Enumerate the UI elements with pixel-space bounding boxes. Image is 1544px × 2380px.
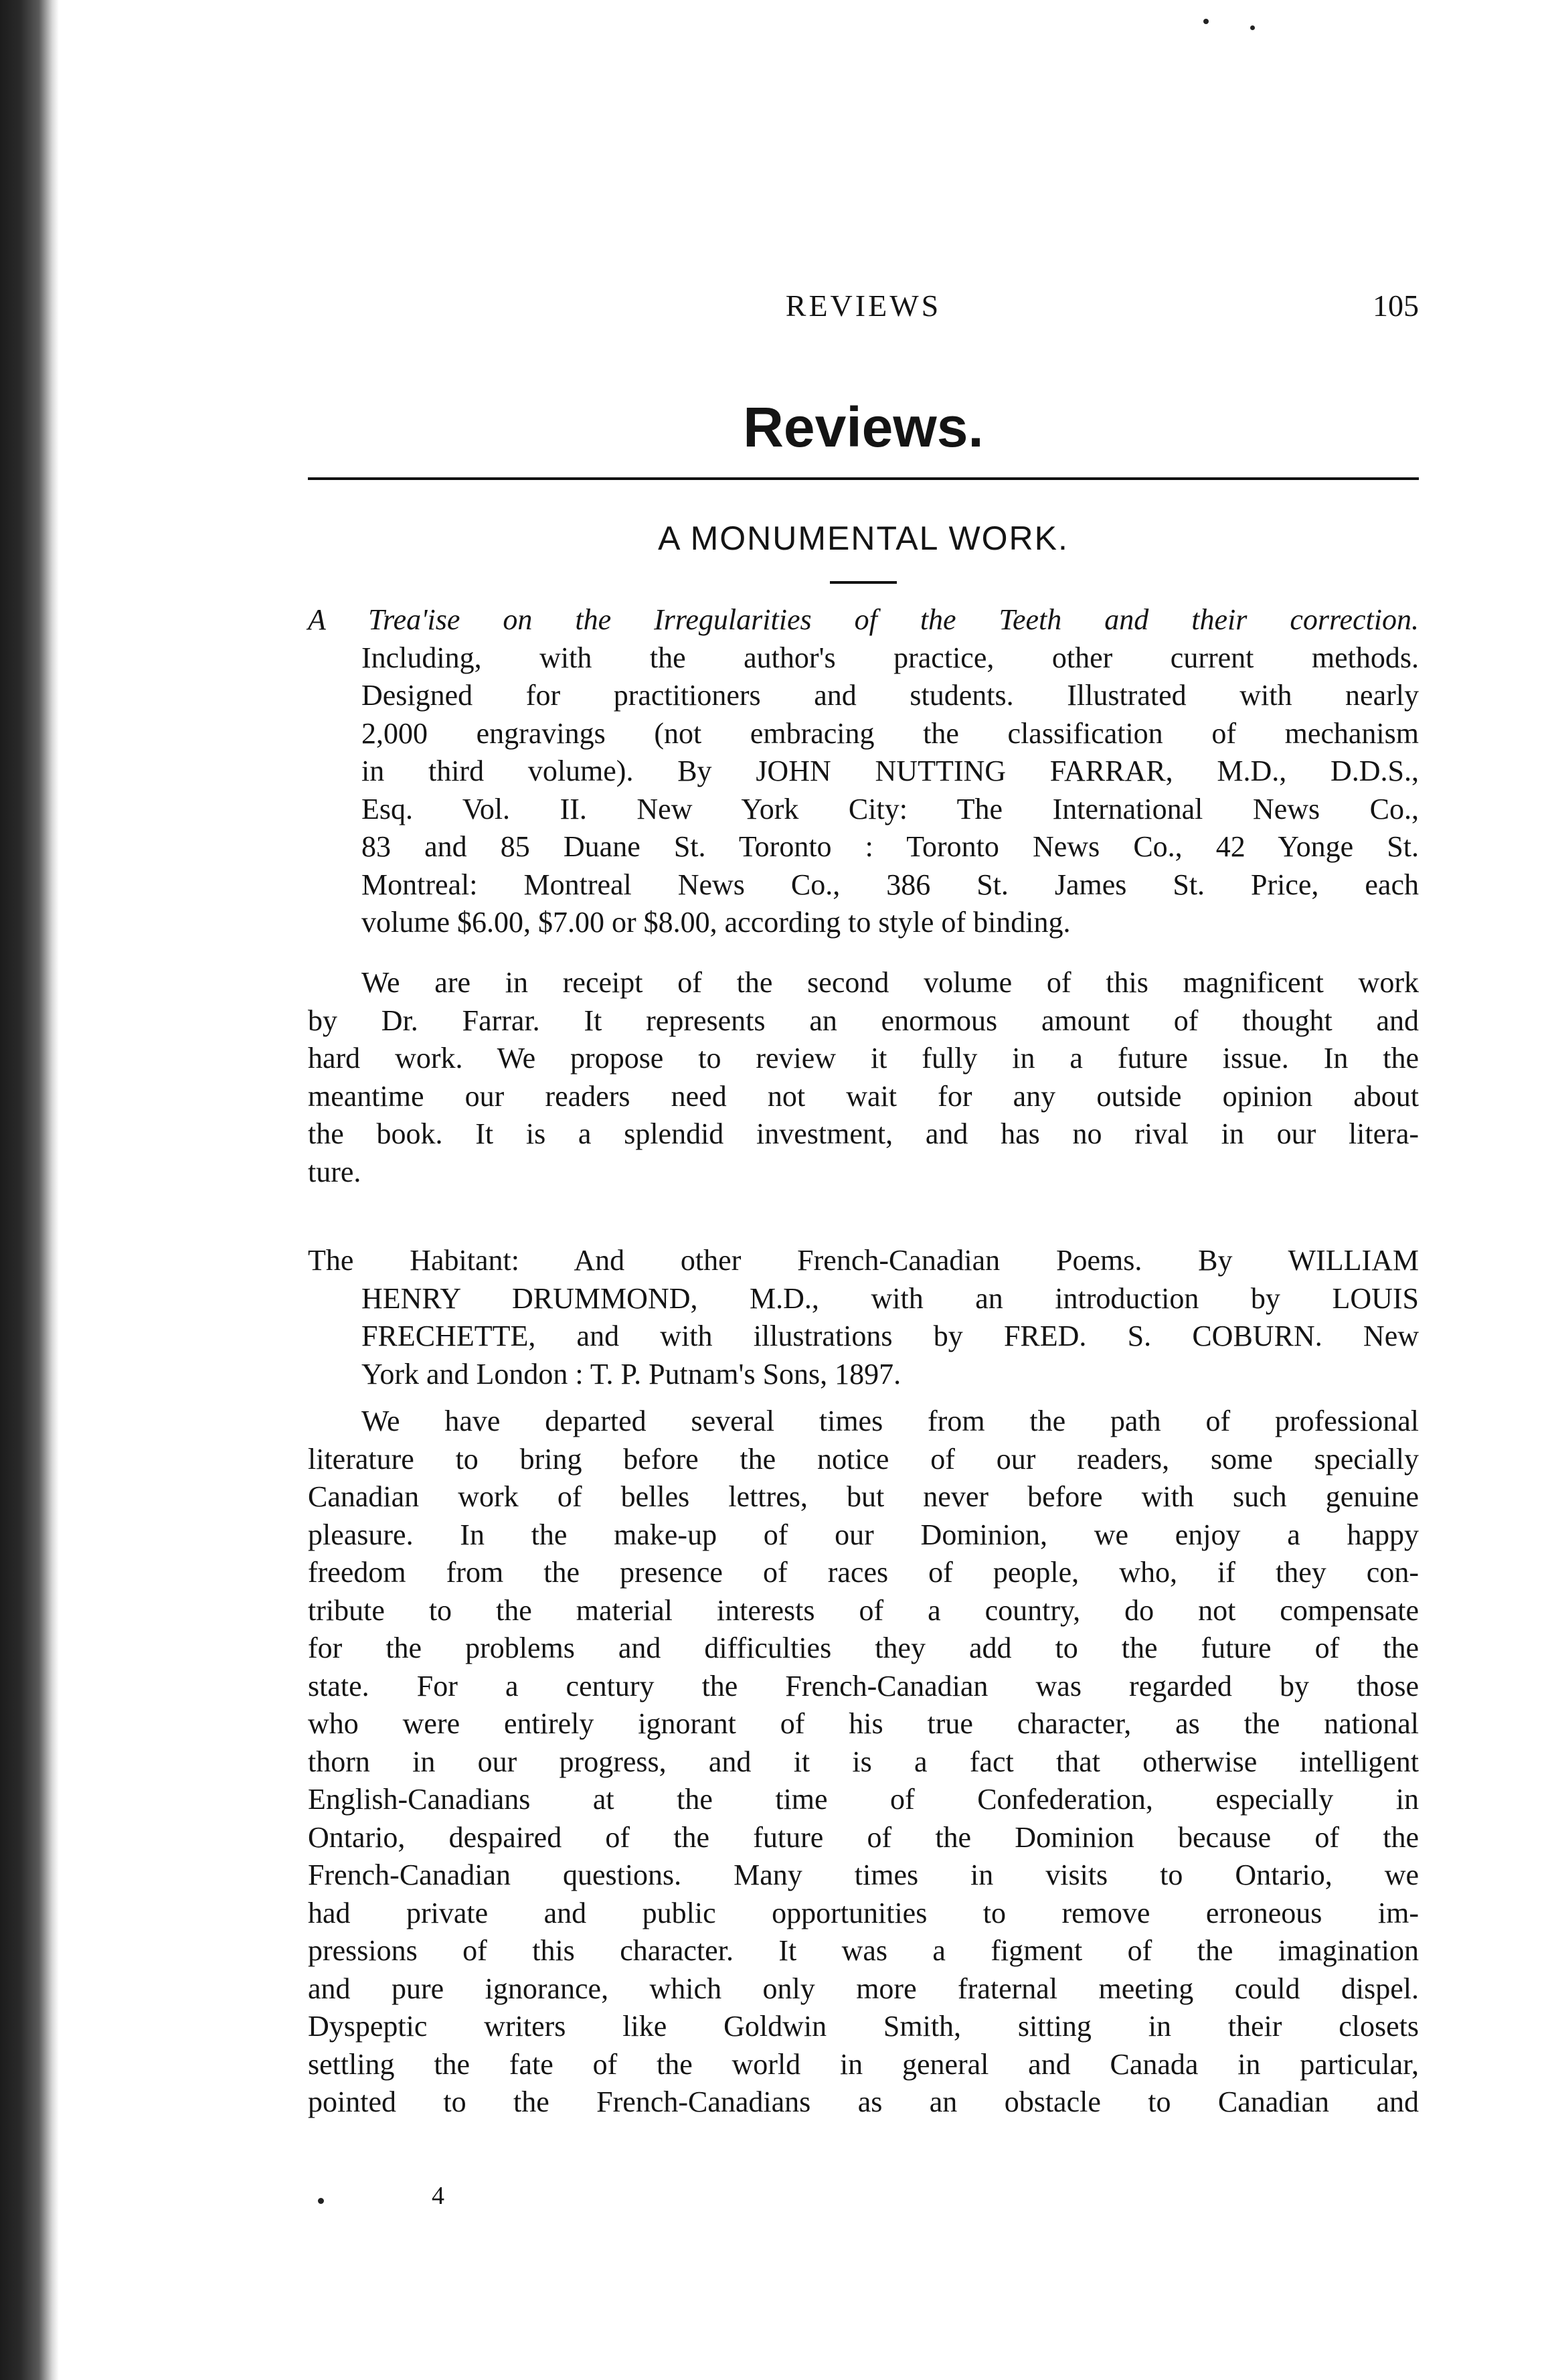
citation-line: 2,000 engravings (not embracing the classification of mechanism (361, 716, 1419, 750)
citation-line: Designed for practitioners and students. Illustrated with nearly (361, 679, 1419, 712)
page (308, 0, 1419, 2380)
section-title: Reviews. (743, 396, 984, 459)
review-line: French-Canadian questions. Many times in visits to Ontario, we (308, 1858, 1419, 1891)
review-line: settling the fate of the world in general and Canada in particular, (308, 2047, 1419, 2081)
article-heading: A MONUMENTAL WORK. (658, 520, 1069, 557)
review-2-body (308, 1403, 1419, 2122)
citation-line: in third volume). By JOHN NUTTING FARRAR, M.D., D.D.S., (361, 755, 1419, 787)
review-line: pleasure. In the make-up of our Dominion, we enjoy a happy (308, 1518, 1419, 1551)
review-line: hard work. We propose to review it fully in a future issue. In the (308, 1042, 1419, 1075)
review-line: by Dr. Farrar. It represents an enormous amount of thought and (308, 1004, 1419, 1037)
review-line: tribute to the material interests of a country, do not compensate (308, 1593, 1419, 1627)
review-line: freedom from the presence of races of people, who, if they con- (308, 1556, 1419, 1589)
review-line: pointed to the French-Canadians as an obstacle to Canadian and (308, 2085, 1419, 2118)
citation-line: volume $6.00, $7.00 or $8.00, according to style of binding. (361, 906, 1071, 939)
review-line: meantime our readers need not wait for any outside opinion about (308, 1079, 1419, 1113)
review-line: ture. (308, 1155, 361, 1188)
heading-divider (830, 581, 897, 584)
citation-line: The Habitant: And other French-Canadian Poems. By WILLIAM (308, 1244, 1419, 1277)
citation-line: Including, with the author's practice, other current methods. (361, 641, 1419, 674)
review-line: pressions of this character. It was a figment of the imagination (308, 1934, 1419, 1967)
review-line: state. For a century the French-Canadian was regarded by those (308, 1669, 1419, 1702)
review-line: We are in receipt of the second volume of this magnificent work (361, 966, 1419, 999)
citation-line: York and London : T. P. Putnam's Sons, 1897. (361, 1357, 902, 1391)
citation-1 (308, 601, 1419, 942)
citation-line: Esq. Vol. II. New York City: The International News Co., (361, 792, 1419, 825)
review-line: Dyspeptic writers like Goldwin Smith, sitting in their closets (308, 2010, 1419, 2043)
citation-line: A Trea'ise on the Irregularities of the Teeth and their correction. (308, 603, 1419, 636)
review-line: had private and public opportunities to remove erroneous im- (308, 1896, 1419, 1929)
citation-line: HENRY DRUMMOND, M.D., with an introduction by LOUIS (361, 1281, 1419, 1315)
citation-2 (308, 1242, 1419, 1393)
review-line: who were entirely ignorant of his true character, as the national (308, 1707, 1419, 1740)
review-line: the book. It is a splendid investment, and has no rival in our litera- (308, 1117, 1419, 1150)
review-line: for the problems and difficulties they add to the future of the (308, 1632, 1419, 1664)
review-line: English-Canadians at the time of Confederation, especially in (308, 1783, 1419, 1816)
binding-gutter (0, 0, 59, 2380)
running-head-title: REVIEWS (785, 289, 942, 323)
running-head (308, 288, 1419, 328)
signature-mark: 4 (432, 2182, 444, 2210)
review-1-body (308, 964, 1419, 1191)
review-line: We have departed several times from the path of professional (361, 1405, 1419, 1437)
citation-line: Montreal: Montreal News Co., 386 St. James St. Price, each (361, 868, 1419, 901)
review-line: thorn in our progress, and it is a fact that otherwise intelligent (308, 1745, 1419, 1778)
review-line: and pure ignorance, which only more fraternal meeting could dispel. (308, 1972, 1419, 2005)
review-line: Ontario, despaired of the future of the Dominion because of the (308, 1820, 1419, 1854)
page-number: 105 (1373, 289, 1419, 323)
title-rule (308, 477, 1419, 480)
citation-line: FRECHETTE, and with illustrations by FRED. S. COBURN. New (361, 1320, 1419, 1352)
review-line: literature to bring before the notice of our readers, some specially (308, 1442, 1419, 1476)
citation-line: 83 and 85 Duane St. Toronto : Toronto News Co., 42 Yonge St. (361, 830, 1419, 863)
review-line: Canadian work of belles lettres, but never before with such genuine (308, 1480, 1419, 1513)
